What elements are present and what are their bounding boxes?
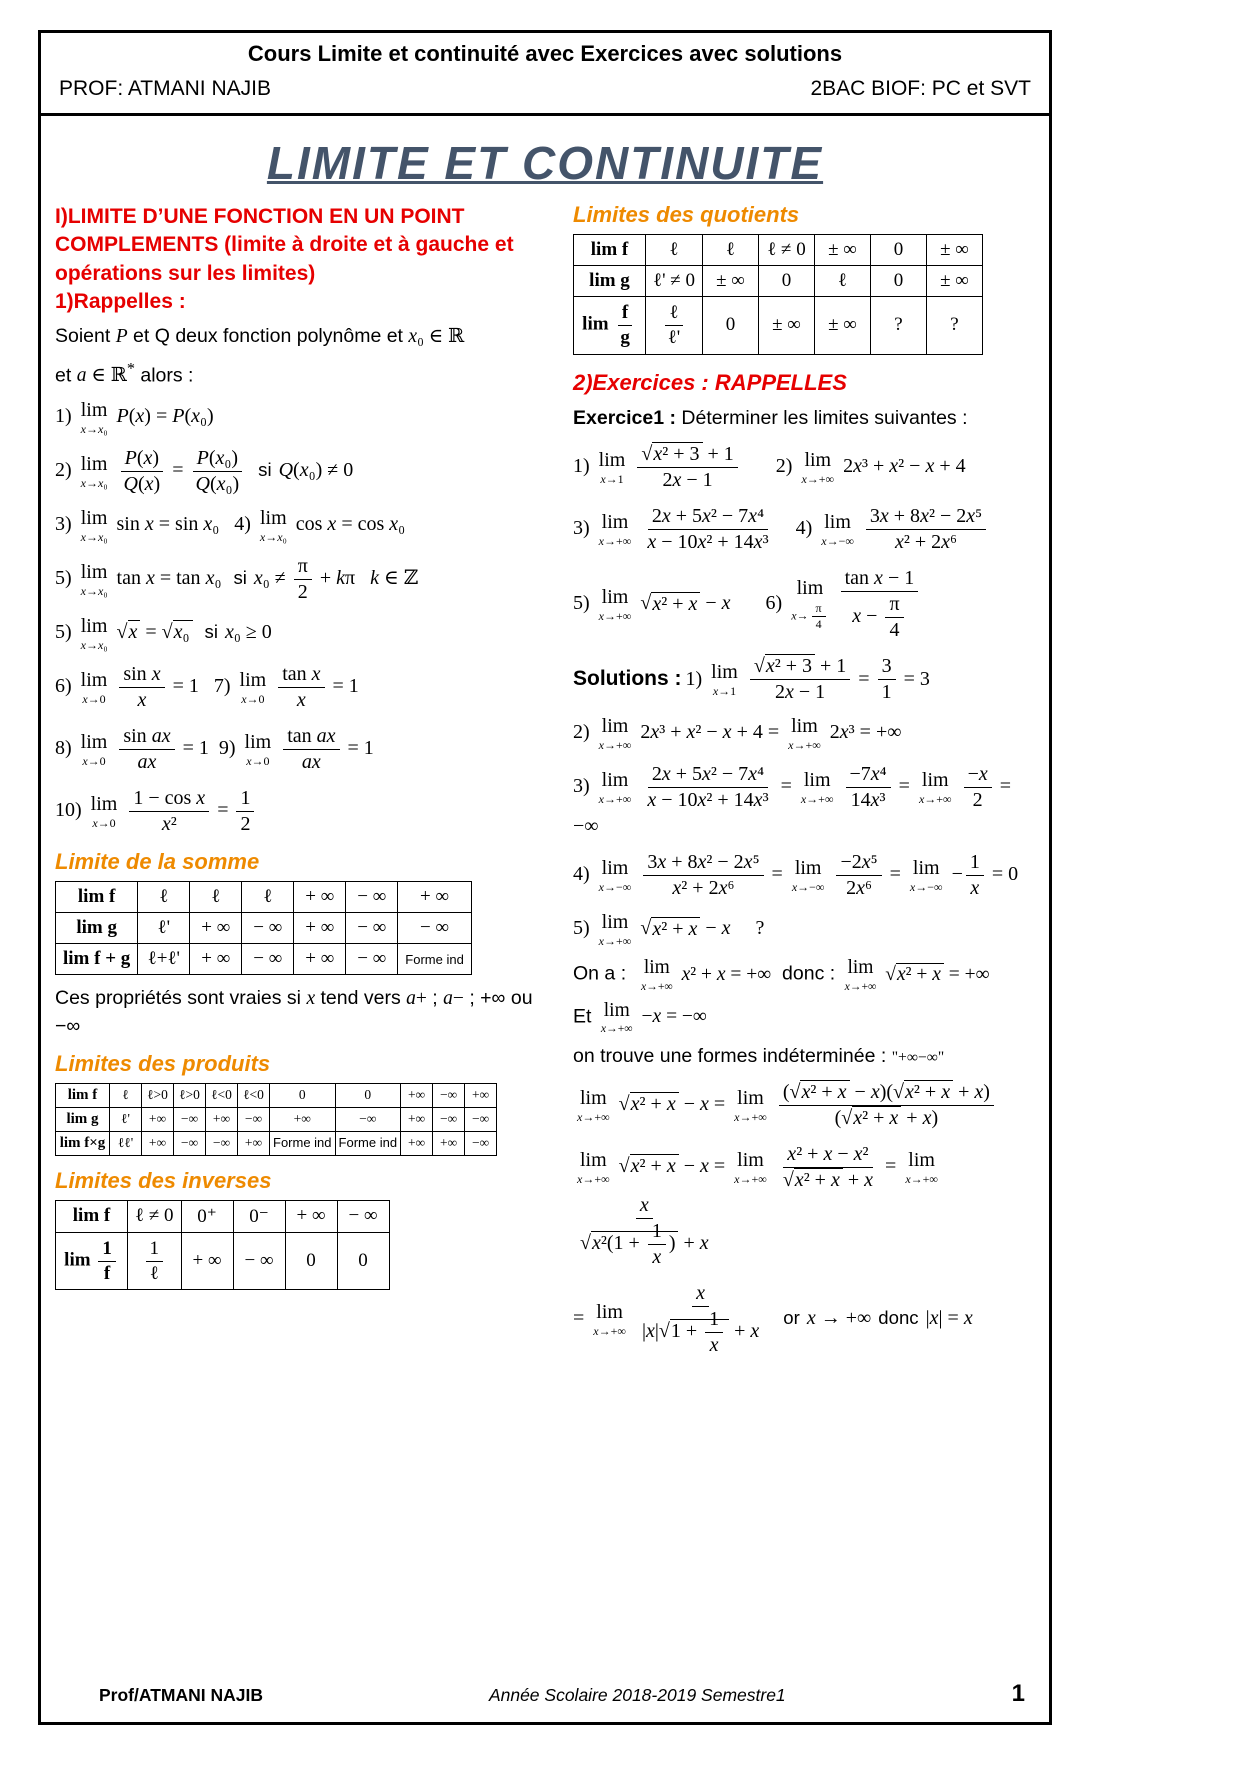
table-row-label: lim f [56,1083,110,1107]
exercice1-label: Exercice1 : [573,407,676,430]
sum-section-title: Limite de la somme [55,849,260,875]
table-cell: 0 [285,1232,337,1290]
table-cell: −∞ [174,1131,206,1155]
table-row-label: lim g [56,913,138,944]
table-row-label: lim f + g [56,944,138,975]
solution-line-5: 5) lim x→+∞ √x² + x − x ? [573,911,765,949]
table-cell: + ∞ [181,1232,233,1290]
table-cell: −∞ [335,1107,401,1131]
table-row-label: lim f [56,882,138,913]
table-cell: − ∞ [233,1232,285,1290]
table-row [574,235,983,266]
table-cell: + ∞ [294,882,346,913]
solution-line-3: 3) lim x→+∞ $\frac{\text{2x + 5x² − 7x⁴}}{\text{x − 10x² + 14x³}}$ = lim x→+∞ $\frac{\text{−7x⁴}}{\text{14x³}}$ = lim x→+∞ $\frac{-x}{2}$ = −∞ [573,763,1012,838]
intro-line-2: et a ∈ ℝ* alors : [55,359,194,386]
table-row-label: lim g [574,266,646,297]
table-cell: + ∞ [285,1200,337,1232]
table-cell: −∞ [465,1131,497,1155]
section1-heading-line1: I)LIMITE D’UNE FONCTION EN UN POINT [55,205,465,228]
table-cell: + ∞ [190,913,242,944]
products-table [55,1083,497,1156]
section1-heading-line2: COMPLEMENTS (limite à droite et à gauche et [55,233,514,257]
table-cell: − ∞ [346,944,398,975]
right-column [573,202,1037,1668]
class-info: 2BAC BIOF: PC et SVT [810,77,1031,100]
sum-table [55,881,472,975]
table-cell: ℓ' ≠ 0 [646,266,703,297]
table-cell: Forme ind [270,1131,336,1155]
document-header [41,33,1049,116]
prof-name: PROF: ATMANI NAJIB [59,77,271,100]
derivation-line-1: lim x→+∞ √x² + x − x = lim x→+∞ $\frac{\text{(√x² + x − x)(√x² + x + x)}}{\text{(√x² + x + x)}}$ [573,1080,1037,1131]
table-row-label: lim f×g [56,1131,110,1155]
table-cell: ℓ [138,882,190,913]
solution-1-math: 1) lim x→1 $\frac{\text{√x² + 3 + 1}}{2x - 1}$ = $\frac{3}{1}$ = 3 [685,655,930,704]
table-cell: − ∞ [337,1200,389,1232]
footer-year: Année Scolaire 2018-2019 Semestre1 [488,1685,786,1705]
solutions-line-1 [573,654,1037,705]
exercise-line-3-4: 3) lim x→+∞ $\frac{\text{2x + 5x² − 7x⁴}}{\text{x − 10x² + 14x³}}$ 4) lim x→−∞ $\frac{\text{3x + 8x² − 2x⁵}}{\text{x² + 2x⁶}}$ [573,504,1037,555]
table-cell: ℓ [190,882,242,913]
table-row [56,1200,390,1232]
table-row-label: lim $\frac{1}{f}$ [56,1232,128,1290]
table-cell: −∞ [238,1107,270,1131]
table-cell: ℓ [702,235,758,266]
table-row [574,297,983,355]
exercise-line-1-2: 1) lim x→1 $\frac{\text{√x² + 3 + 1}}{2x - 1}$ 2) lim x→+∞ 2x³ + x² − x + 4 [573,443,966,492]
table-cell: +∞ [401,1131,433,1155]
exercise-line-5-6: 5) lim x→+∞ √x² + x − x 6) lim x→ $\frac{\pi}{4}$ tan x − 1 x − $\frac{\pi}{4}$ [573,566,1037,643]
table-row-label: lim $\frac{f}{g}$ [574,297,646,355]
table-cell: +∞ [142,1107,174,1131]
exercice1-line [573,405,1037,431]
table-cell: ℓ+ℓ' [138,944,190,975]
table-cell: ℓ [646,235,703,266]
table-cell: ℓ ≠ 0 [758,235,814,266]
table-cell: 0 [337,1232,389,1290]
page-number: 1 [1011,1680,1025,1707]
table-row [56,882,472,913]
table-row [56,1107,497,1131]
table-cell: Forme ind [335,1131,401,1155]
table-cell: ± ∞ [926,266,982,297]
quotients-section-title: Limites des quotients [573,202,800,227]
table-cell: −∞ [206,1131,238,1155]
rappelles-heading: 1)Rappelles : [55,289,186,313]
left-column [55,202,555,1668]
table-cell: 0 [870,235,926,266]
document-page [38,30,1052,1725]
table-cell: ℓ<0 [206,1083,238,1107]
property-line-5b: 5) lim x→x₀ √x = √x₀ si x₀ ≥ 0 [55,615,272,653]
solution-line-4: 4) lim x→−∞ $\frac{\text{3x + 8x² − 2x⁵}}{\text{x² + 2x⁶}}$ = lim x→−∞ $\frac{\text{−2x⁵}}{\text{2x⁶}}$ = lim x→−∞ − $\frac{1}{x}$ = 0 [573,851,1019,900]
table-cell: −∞ [433,1083,465,1107]
property-line-6-7: 6) lim x→0 $\frac{\text{sin x}}{x}$ = 1 7) lim x→0 $\frac{\text{tan x}}{x}$ = 1 [55,663,359,712]
table-row-label: lim f [56,1200,128,1232]
table-cell: − ∞ [346,882,398,913]
table-row [56,1083,497,1107]
table-row-label: lim f [574,235,646,266]
table-cell: ℓ ≠ 0 [128,1200,182,1232]
table-cell: ? [926,297,982,355]
table-cell: − ∞ [398,913,472,944]
table-cell: ± ∞ [814,297,870,355]
table-cell: 0 [270,1083,336,1107]
exercice1-text: Déterminer les limites suivantes : [681,407,968,430]
property-line-8-9: 8) lim x→0 $\frac{\text{sin ax}}{ax}$ = 1 9) lim x→0 $\frac{\text{tan ax}}{ax}$ = 1 [55,725,374,774]
inverses-table [55,1200,390,1291]
table-row-label: lim g [56,1107,110,1131]
table-cell: + ∞ [294,913,346,944]
table-cell: ± ∞ [758,297,814,355]
table-cell: ℓ [242,882,294,913]
table-cell: ℓ' [110,1107,142,1131]
table-cell: ℓ>0 [142,1083,174,1107]
products-section-title: Limites des produits [55,1050,271,1076]
table-cell: +∞ [401,1083,433,1107]
sum-note: Ces propriétés sont vraies si x tend vers a+ ; a− ; +∞ ou −∞ [55,987,533,1037]
property-line-5a: 5) lim x→x₀ tan x = tan x₀ si x₀ ≠ $\frac{\pi}{2}$ + kπ k ∈ ℤ [55,555,419,604]
table-row [56,1232,390,1290]
table-cell: + ∞ [190,944,242,975]
exercices-heading: 2)Exercices : RAPPELLES [573,369,847,395]
table-cell: ? [870,297,926,355]
property-line-3-4: 3) lim x→x₀ sin x = sin x₀ 4) lim x→x₀ cos x = cos x₀ [55,507,406,545]
table-cell: 0 [870,266,926,297]
solutions-label: Solutions : [573,666,682,690]
solution-line-2: 2) lim x→+∞ 2x³ + x² − x + 4 = lim x→+∞ 2x³ = +∞ [573,715,902,753]
table-row [574,266,983,297]
property-line-10: 10) lim x→0 $\frac{\text{1 − cos x}}{\text{x²}}$ = $\frac{1}{2}$ [55,786,555,837]
table-cell: +∞ [238,1131,270,1155]
table-cell: 1 ℓ [128,1232,182,1290]
derivation-line-2: lim x→+∞ √x² + x − x = lim x→+∞ $\frac{\text{x² + x − x²}}{\text{√x² + x + x}}$ = lim x→+∞ x √x²(1 + $\frac{1}{x}$ ) + x [577,1143,938,1269]
table-cell: ℓℓ' [110,1131,142,1155]
table-cell: ± ∞ [926,235,982,266]
table-cell: 0 [758,266,814,297]
property-line-2: 2) lim x→x₀ $\frac{P(x)}{Q(x)}$ = $\frac{\text{P(x₀)}}{\text{Q(x₀)}}$ si Q(x₀) ≠ 0 [55,447,354,496]
table-cell: ℓ [814,266,870,297]
table-cell: ℓ>0 [174,1083,206,1107]
table-cell: ℓ [110,1083,142,1107]
table-cell: +∞ [433,1131,465,1155]
section1-heading-line3: opérations sur les limites) [55,261,316,285]
intro-line-1: Soient P et Q deux fonction polynôme et x₀ ∈ ℝ [55,325,465,348]
table-cell: 0 [335,1083,401,1107]
table-cell: +∞ [142,1131,174,1155]
footer-prof: Prof/ATMANI NAJIB [99,1685,263,1705]
table-cell: 0 [702,297,758,355]
indeterminee-line: on trouve une formes indéterminée : "+∞−∞" [573,1044,945,1067]
table-cell: − ∞ [242,913,294,944]
main-title: LIMITE ET CONTINUITE [266,137,824,189]
table-cell: ℓ<0 [238,1083,270,1107]
table-cell: −∞ [174,1107,206,1131]
table-row [56,913,472,944]
table-cell: + ∞ [294,944,346,975]
table-row [56,1131,497,1155]
table-cell: Forme ind [398,944,472,975]
table-cell: −∞ [433,1107,465,1131]
table-cell: − ∞ [346,913,398,944]
table-cell: ℓ ℓ' [646,297,703,355]
table-cell: − ∞ [242,944,294,975]
header-info-row [59,77,1031,101]
table-cell: 0⁺ [181,1200,233,1232]
table-cell: +∞ [270,1107,336,1131]
inverses-section-title: Limites des inverses [55,1167,272,1193]
table-row [56,944,472,975]
table-cell: ± ∞ [814,235,870,266]
table-cell: ℓ' [138,913,190,944]
on-a-line: On a : lim x→+∞ x² + x = +∞ donc : lim x→+∞ √x² + x = +∞ [573,957,990,993]
content-columns [41,202,1049,1668]
document-footer [41,1668,1049,1722]
property-line-1: 1) lim x→x₀ P(x) = P(x₀) [55,399,214,437]
table-cell: 0⁻ [233,1200,285,1232]
quotients-table [573,234,983,355]
derivation-line-3: = lim x→+∞ x |x|√1 + $\frac{1}{x}$ + x or x → +∞ donc |x| = x [573,1282,973,1357]
et-line: Et lim x→+∞ −x = −∞ [573,999,707,1036]
table-cell: + ∞ [398,882,472,913]
table-cell: ± ∞ [702,266,758,297]
table-cell: +∞ [401,1107,433,1131]
table-cell: +∞ [465,1083,497,1107]
table-cell: −∞ [465,1107,497,1131]
table-cell: +∞ [206,1107,238,1131]
course-title: Cours Limite et continuité avec Exercices avec solutions [247,41,843,66]
